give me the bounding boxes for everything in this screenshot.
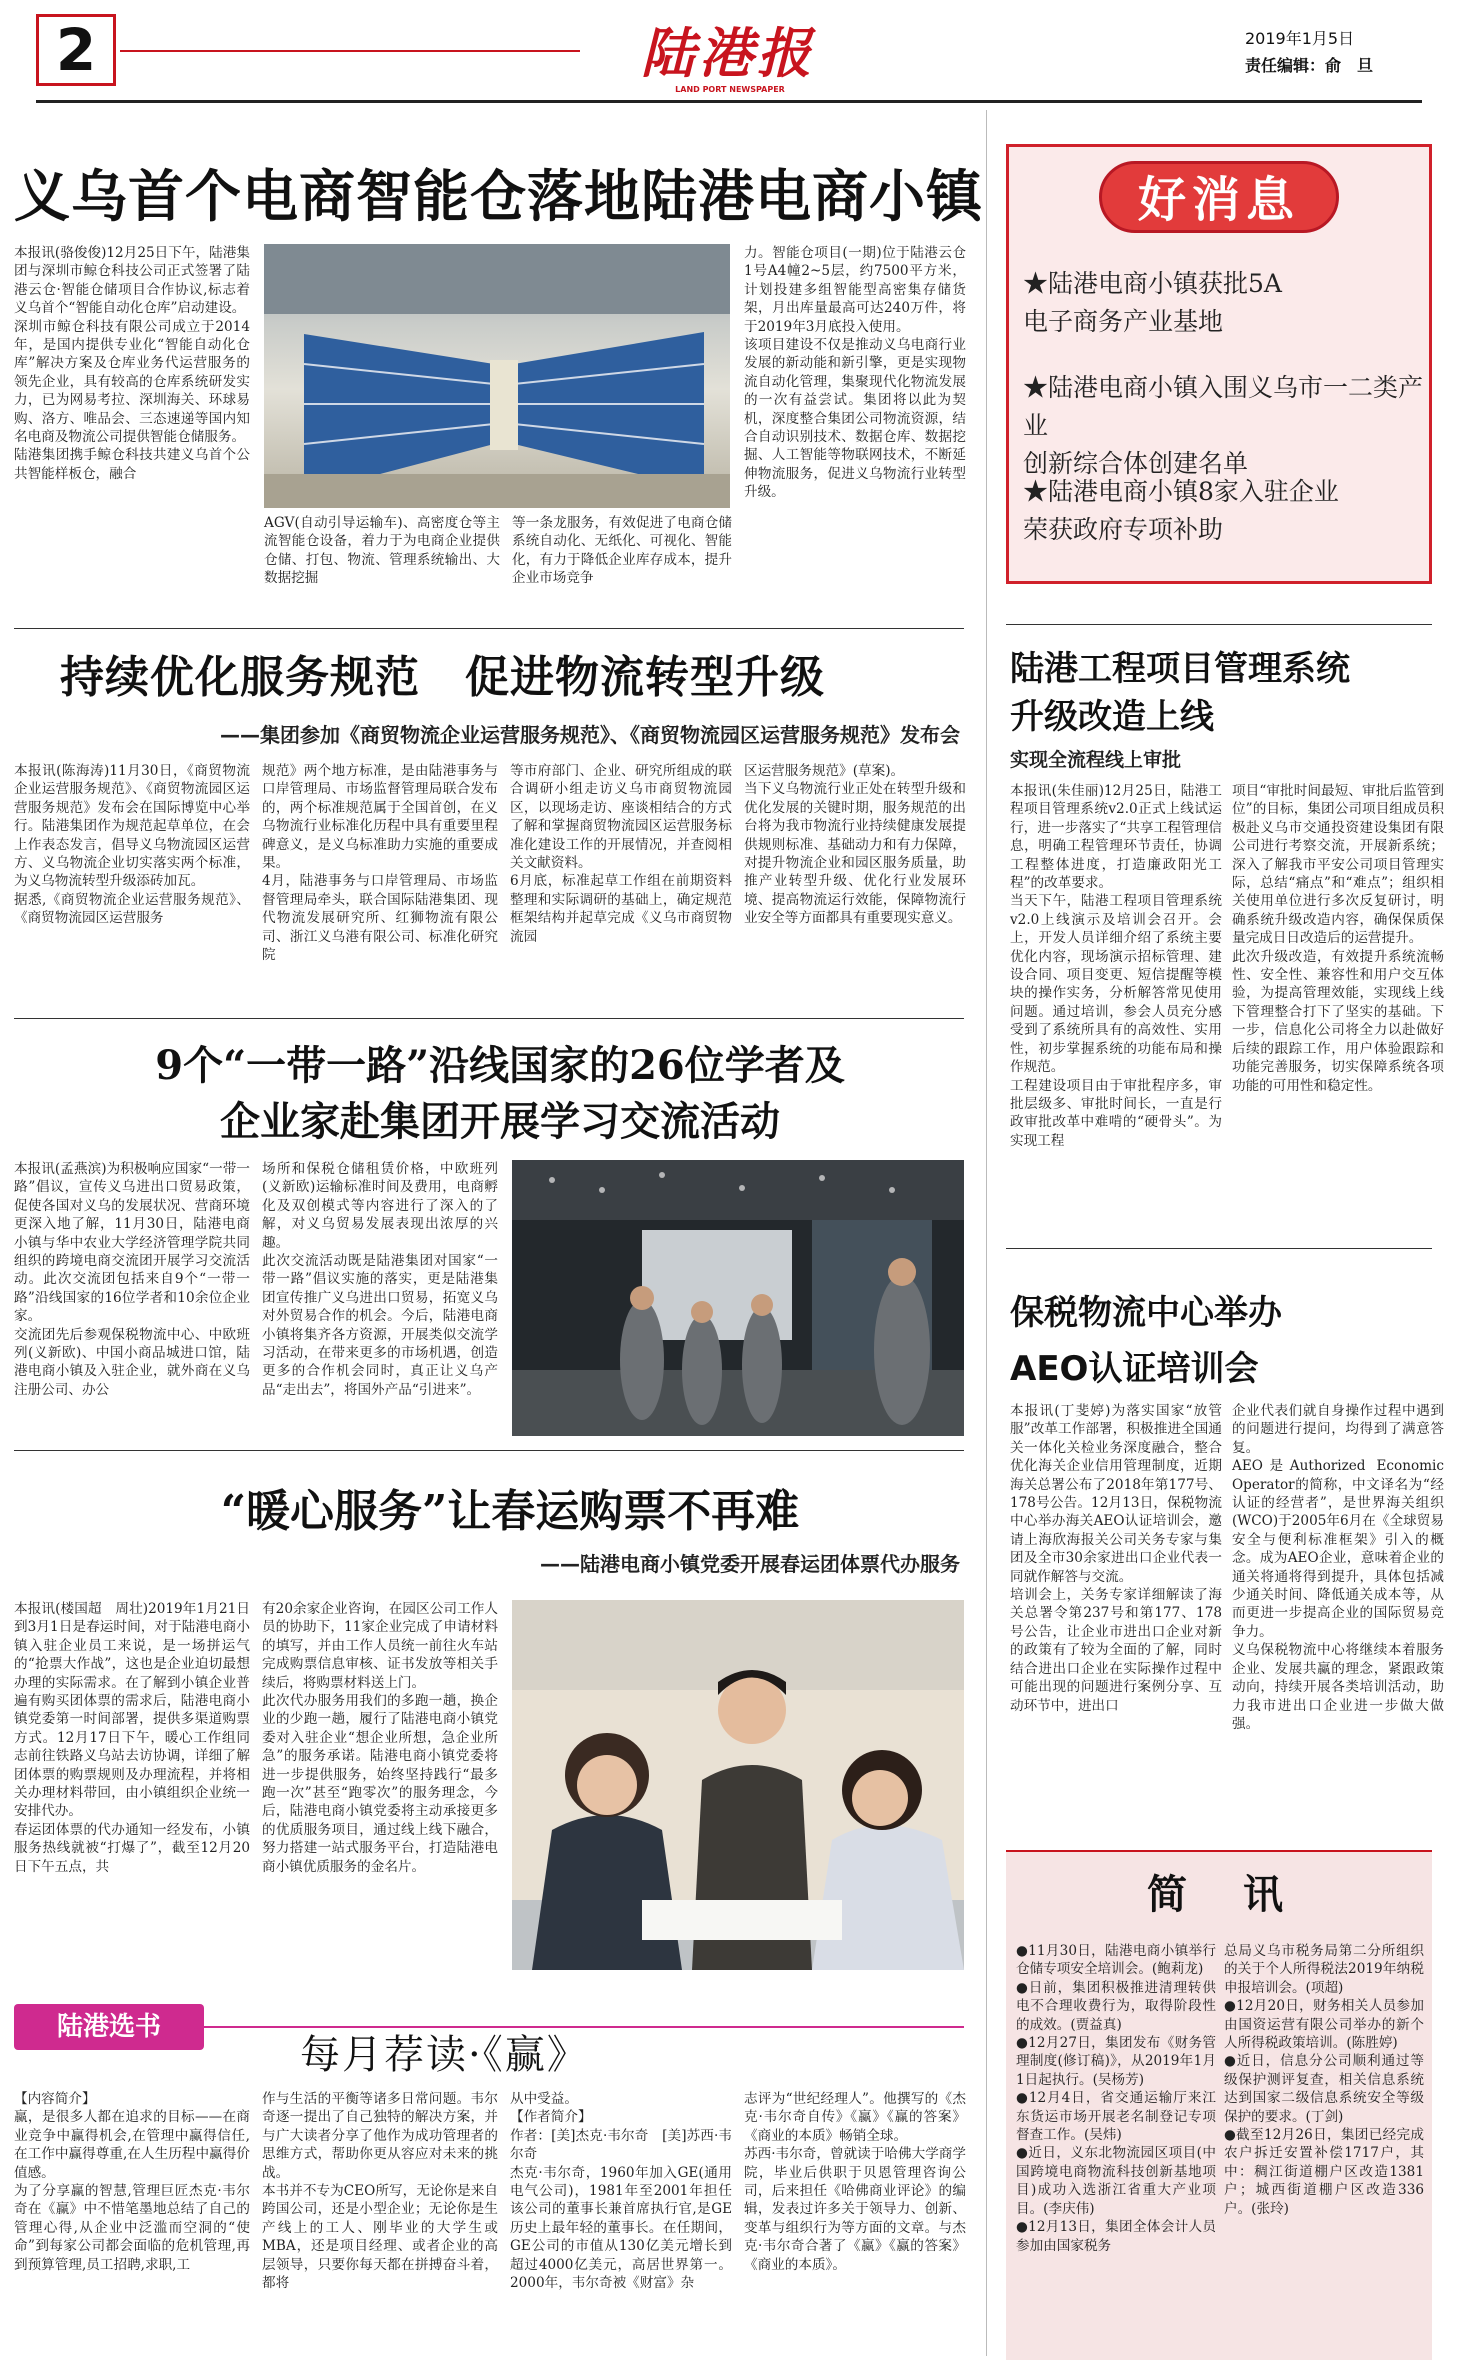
visitors-photo — [512, 1160, 964, 1436]
article4-top-rule — [14, 1450, 964, 1451]
right-article2-headline-line2: AEO认证培训会 — [1010, 1349, 1259, 1389]
exhibition-hall-image — [512, 1160, 964, 1436]
right-article2-col1: 本报讯(丁斐婷)为落实国家“放管服”改革工作部署，积极推进全国通关一体化关检业务深度融合，整合优化海关企业信用管理制度，近期海关总署公布了2018年第177号、178号公告。12月13日，保税物流中心举办海关AEO认证培训会，邀请上海欣海报关公司关务专家与集团及全市30余家进出口企业代表一同就作解答与交流。 培训会上，关务专家详细解读了海关总署令第237号和第177、178号公告，让企业市进出口企业对新的政策有了较为全面的了解，同时结合进出口企业在实际操作过程中可能出现的问题进行案例分享、互动环节中，进出口 — [1010, 1403, 1222, 1714]
article3-headline-line1: 9个“一带一路”沿线国家的26位学者及 — [155, 1042, 845, 1089]
right-article2-headline-line1: 保税物流中心举办 — [1010, 1293, 1282, 1333]
article4-col2: 有20余家企业咨询，在园区公司工作人员的协助下，11家企业完成了申请材料的填写，并由工作人员统一前往火车站完成购票信息审核、证书发放等相关手续后，将购票材料送上门。 此次代办服务用我们的多跑一趟，换企业的少跑一趟，履行了陆港电商小镇党委对入驻企业“想企业所想，急企业所急”的服务承诺。陆港电商小镇党委将进一步提供服务，始终坚持践行“最多跑一次”甚至“跑零次”的服务理念，今后，陆港电商小镇党委将主动承接更多的优质服务项目，通过线上线下融合，努力搭建一站式服务平台，打造陆港电商小镇优质服务的金名片。 — [262, 1601, 498, 1875]
staff-helping-photo — [512, 1600, 964, 1970]
book-col4: 志评为“世纪经理人”。他撰写的《杰克·韦尔奇自传》《赢》《赢的答案》《商业的本质》畅销全球。 苏西·韦尔奇，曾就读于哈佛大学商学院，毕业后供职于贝恩管理咨询公司，后来担任《哈佛商业评论》的编辑，发表过许多关于领导力、创新、变革与组织行为等方面的文章。与杰克·韦尔奇合著了《赢》《赢的答案》《商业的本质》。 — [744, 2091, 966, 2273]
logo-english: LAND PORT NEWSPAPER — [675, 85, 785, 94]
brief-news-box — [1006, 1850, 1432, 2360]
masthead-bottom-rule — [36, 100, 1422, 103]
book-col2: 作与生活的平衡等诸多日常问题。韦尔奇逐一提出了自己独特的解决方案，并与广大读者分享了他作为成功管理者的思维方式，帮助你更从容应对未来的挑战。 本书并不专为CEO所写，无论你是来自跨国公司，还是小型企业；无论你是生产线上的工人、刚毕业的大学生或MBA，还是项目经理、或者企业的高层领导，只要你每天都在拼搏奋斗着，都将 — [262, 2091, 498, 2292]
book-col3: 从中受益。 【作者简介】 作者：[美]杰克·韦尔奇 [美]苏西·韦尔奇 杰克·韦尔奇，1960年加入GE(通用电气公司)，1981年至2001年担任该公司的董事长兼首席执行官,是GE历史上最年轻的董事长。在任期间，GE公司的市值从130亿美元增长到超过4000亿美元，高居世界第一。2000年，韦尔奇被《财富》杂 — [510, 2091, 732, 2292]
right-article1-subhead: 实现全流程线上审批 — [1010, 749, 1182, 771]
article4-headline: “暖心服务”让春运购票不再难 — [220, 1486, 800, 1537]
article1-col2: AGV(自动引导运输车)、高密度仓等主流智能仓设备，着力于为电商企业提供仓储、打包、物流、管理系统输出、大数据挖掘 — [264, 515, 500, 587]
right-article2-top-rule — [1006, 1248, 1432, 1249]
page-number-box — [36, 14, 116, 86]
page-number: 2 — [55, 16, 97, 84]
article3-headline-line2: 企业家赴集团开展学习交流活动 — [220, 1098, 780, 1145]
article1-col4: 力。智能仓项目(一期)位于陆港云仓1号A4幢2~5层，约7500平方米，计划投建多组智能型高密集存储货架，月出库量最高可达240万件，将于2019年3月底投入使用。 该项目建设不仅是推动义乌电商行业发展的新动能和新引擎，更是实现物流自动化管理，集聚现代化物流发展的一次有益尝试。集团将以此为契机，深度整合集团公司物流资源，结合自动识别技术、数据仓库、数据挖掘、人工智能等物联网技术，不断延伸物流服务，促进义乌物流行业转型升级。 — [744, 245, 966, 501]
article3-col2: 场所和保税仓储租赁价格，中欧班列(义新欧)运输标准时间及费用，电商孵化及双创模式等内容进行了深入的了解，对义乌贸易发展表现出浓厚的兴趣。 此次交流活动既是陆港集团对国家“一带一路”倡议实施的落实，更是陆港集团宣传推广义乌进出口贸易，拓宽义乌对外贸易合作的机会。今后，陆港电商小镇将集齐各方资源，开展类似交流学习活动，在带来更多的市场机遇，创造更多的合作机会同时，真正让义乌产品“走出去”，将国外产品“引进来”。 — [262, 1161, 498, 1398]
article2-subhead: ——集团参加《商贸物流企业运营服务规范》、《商贸物流园区运营服务规范》发布会 — [220, 723, 960, 747]
article2-col1: 本报讯(陈海涛)11月30日，《商贸物流企业运营服务规范》、《商贸物流园区运营服务规范》发布会在国际博览中心举行。陆港集团作为规范起草单位，在会上作表态发言，倡导义乌物流园区运营方、义乌物流企业切实落实两个标准，为义乌物流转型升级添砖加瓦。 据悉,《商贸物流企业运营服务规范》、《商贸物流园区运营服务 — [14, 763, 250, 927]
good-news-item-3: ★陆港电商小镇8家入驻企业 荣获政府专项补助 — [1023, 477, 1339, 544]
article4-col1: 本报讯(楼国超 周壮)2019年1月21日到3月1日是春运时间，对于陆港电商小镇入驻企业员工来说，是一场拼运气的“抢票大作战”，这也是企业迫切最想办理的实际需求。在了解到小镇企业普遍有购买团体票的需求后，陆港电商小镇党委第一时间部署，提供多渠道购票方式。12月17日下午，暖心工作组同志前往铁路义乌站去访协调，详细了解团体票的购票规则及办理流程，并将相关办理材料带回，由小镇组织企业统一安排代办。 春运团体票的代办通知一经发布，小镇服务热线就被“打爆了”，截至12月20日下午五点，共 — [14, 1601, 250, 1875]
article2-headline: 持续优化服务规范 促进物流转型升级 — [60, 652, 825, 703]
book-tag: 陆港选书 — [14, 2004, 204, 2050]
right-article1-headline-line1: 陆港工程项目管理系统 — [1010, 649, 1350, 689]
warehouse-photo — [264, 244, 730, 508]
logo: 陆港报 — [641, 21, 815, 85]
right-article1-col1: 本报讯(朱佳丽)12月25日，陆港工程项目管理系统v2.0正式上线试运行，进一步落实了“共享工程管理信息，明确工程管理环节责任，协调工程整体进度，打造廉政阳光工程”的改革要求。 当天下午，陆港工程项目管理系统v2.0上线演示及培训会召开。会上，开发人员详细介绍了系统主要优化内容，现场演示招标管理、建设合同、项目变更、短信提醒等模块的操作实务，分析解答常见使用问题。通过培训，参会人员充分感受到了系统所具有的高效性、实用性，初步掌握系统的功能布局和操作规范。 工程建设项目由于审批程序多，审批层级多、审批时间长，一直是行政审批改革中难啃的“硬骨头”。为实现工程 — [1010, 783, 1222, 1149]
masthead-editor: 责任编辑：俞 旦 — [1245, 56, 1374, 75]
book-title: 每月荐读·《赢》 — [300, 2032, 589, 2078]
brief-news-col1: ●11月30日，陆港电商小镇举行仓储专项安全培训会。(鲍莉龙) ●日前，集团积极推进清理转供电不合理收费行为，取得阶段性的成效。(贾益真) ●12月27日，集团发布《财务管理制度(修订稿)》，从2019年1月1日起执行。(吴杨芳) ●12月4日，省交通运输厅来江东货运市场开展老名制登记专项督查工作。(吴炜) ●近日，义东北物流园区项目(中国跨境电商物流科技创新基地项目)成功入选浙江省重大产业项目。(李庆伟) ●12月13日，集团全体会计人员参加由国家税务 — [1016, 1943, 1216, 2254]
article2-col2: 规范》两个地方标准，是由陆港事务与口岸管理局、市场监督管理局联合发布的，两个标准规范属于全国首创，在义乌物流行业标准化历程中具有重要里程碑意义，是义乌标准助力实施的重要成果。 4月，陆港事务与口岸管理局、市场监督管理局牵头，联合国际陆港集团、现代物流发展研究所、红狮物流有限公司、浙江义乌港有限公司、标准化研究院 — [262, 763, 498, 964]
masthead-date: 2019年1月5日 — [1245, 29, 1355, 48]
masthead-top-rule — [120, 50, 580, 52]
right-article1-col2: 项目“审批时间最短、审批后监管到位”的目标，集团公司项目组成员积极赴义乌市交通投资建设集团有限公司进行考察交流，开展新系统；深入了解我市平安公司项目管理实际，总结“痛点”和“难点”；组织相关使用单位进行多次反复研讨，明确系统升级改造内容，确保保质保量完成日日改造后的运营提升。 此次升级改造，有效提升系统流畅性、安全性、兼容性和用户交互体验，为提高管理效能，实现线上线下管理整合打下了坚实的基础。下一步，信息化公司将全力以赴做好后续的跟踪工作，用户体验跟踪和功能完善服务，切实保障系统各项功能的可用性和稳定性。 — [1232, 783, 1444, 1094]
good-news-item-1: ★陆港电商小镇获批5A 电子商务产业基地 — [1023, 269, 1282, 336]
article1-col1: 本报讯(骆俊俊)12月25日下午，陆港集团与深圳市鲸仓科技公司正式签署了陆港云仓·智能仓储项目合作协议,标志着义乌首个“智能自动化仓库”启动建设。 深圳市鲸仓科技有限公司成立于2014年，是国内提供专业化“智能自动化仓库”解决方案及仓库业务代运营服务的领先企业，具有较高的仓库系统研发实力，已为网易考拉、深圳海关、环球易购、洛方、唯品会、三态速递等国内知名电商及物流公司提供智能仓储服务。 陆港集团携手鲸仓科技共建义乌首个公共智能样板仓，融合 — [14, 245, 250, 482]
ad-divider — [1006, 624, 1432, 625]
warehouse-shelves-image — [264, 244, 730, 508]
right-article1-headline-line2: 升级改造上线 — [1010, 697, 1214, 737]
article4-subhead: ——陆港电商小镇党委开展春运团体票代办服务 — [540, 1552, 960, 1576]
article2-col3: 等市府部门、企业、研究所组成的联合调研小组走访义乌市商贸物流园区，以现场走访、座谈相结合的方式了解和掌握商贸物流园区运营服务标准化建设工作的开展情况，并查阅相关文献资料。 6月底，标准起草工作组在前期资料整理和实际调研的基础上，确定规范框架结构并起草完成《义乌市商贸物流园 — [510, 763, 732, 945]
article1-headline: 义乌首个电商智能仓落地陆港电商小镇 — [14, 164, 983, 230]
article3-top-rule — [14, 1018, 964, 1019]
good-news-item-2: ★陆港电商小镇入围义乌市一二类产业 创新综合体创建名单 — [1023, 373, 1424, 478]
article3-col1: 本报讯(孟燕滨)为积极响应国家“一带一路”倡议，宣传义乌进出口贸易政策，促使各国对义乌的发展状况、营商环境更深入地了解，11月30日，陆港电商小镇与华中农业大学经济管理学院共同组织的跨境电商交流团开展学习交流活动。此次交流团包括来自9个“一带一路”沿线国家的16位学者和10余位企业家。 交流团先后参观保税物流中心、中欧班列(义新欧)、中国小商品城进口馆，陆港电商小镇及入驻企业，就外商在义乌注册公司、办公 — [14, 1161, 250, 1398]
good-news-title: 好消息 — [1099, 161, 1339, 233]
brief-news-col2: 总局义乌市税务局第二分所组织的关于个人所得税法2019年纳税申报培训会。(项超) ●12月20日，财务相关人员参加由国资运营有限公司举办的新个人所得税政策培训。(陈胜婷) ●近日，信息分公司顺利通过等级保护测评复查，相关信息系统达到国家二级信息系统安全等级保护的要求。(丁剑) ●截至12月26日，集团已经完成农户拆迁安置补偿1717户，其中：稠江街道棚户区改造1381户；城西街道棚户区改造336户。(张玲) — [1224, 1943, 1424, 2217]
good-news-box — [1006, 144, 1432, 584]
brief-news-title: 简 讯 — [1147, 1871, 1291, 1918]
ticket-service-photo — [512, 1600, 964, 1970]
book-col1: 【内容简介】 赢，是很多人都在追求的目标——在商业竞争中赢得机会,在管理中赢得信任,在工作中赢得尊重,在人生历程中赢得价值感。 为了分享赢的智慧,管理巨匠杰克·韦尔奇在《赢》中不惜笔墨地总结了自己的管理心得,从企业中泛滥而空洞的“使命”到每家公司都会面临的危机管理,再到预算管理,员工招聘,求职,工 — [14, 2091, 250, 2273]
column-divider — [986, 110, 987, 2356]
article2-col4: 区运营服务规范》(草案)。 当下义乌物流行业正处在转型升级和优化发展的关键时期，服务规范的出台将为我市物流行业持续健康发展提供规则标准、基础动力和有力保障，对提升物流企业和园区服务质量，助推产业转型升级、优化行业发展环境、提高物流运行效能，保障物流行业安全等方面都具有重要现实意义。 — [744, 763, 966, 927]
right-article2-col2: 企业代表们就自身操作过程中遇到的问题进行提问，均得到了满意答复。 AEO是Authorized Economic Operator的简称，中文译名为“经认证的经营者”，是世界海关组织(WCO)于2005年6月在《全球贸易安全与便利标准框架》引入的概念。成为AEO企业，意味着企业的通关将通将得到提升，具体包括减少通关时间、降低通关成本等，从而更进一步提高企业的国际贸易竞争力。 义乌保税物流中心将继续本着服务企业、发展共赢的理念，紧跟政策动向，持续开展各类培训活动，助力我市进出口企业进一步做大做强。 — [1232, 1403, 1444, 1732]
article2-top-rule — [14, 628, 964, 629]
article1-col3: 等一条龙服务，有效促进了电商仓储系统自动化、无纸化、可视化、智能化，有力于降低企业库存成本，提升企业市场竞争 — [512, 515, 732, 587]
